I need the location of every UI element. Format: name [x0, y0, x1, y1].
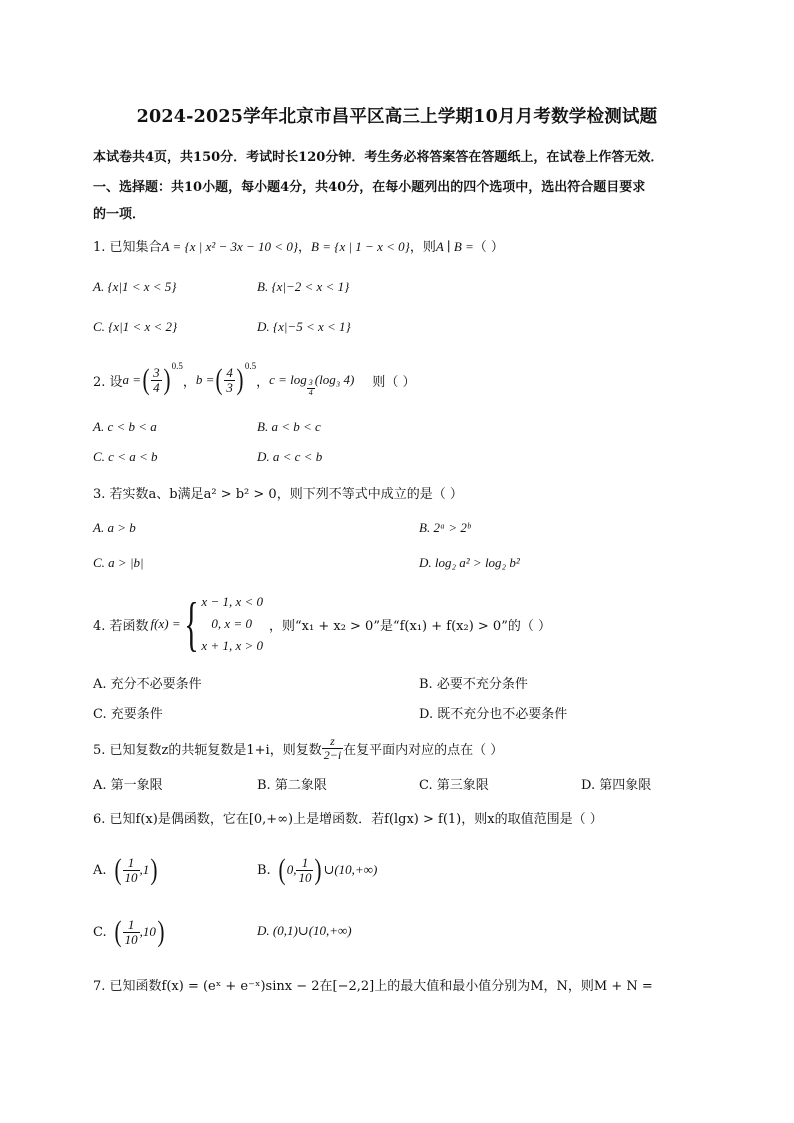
question-2-option-b[interactable]: B. a < b < c — [257, 419, 321, 434]
question-6-option-c-den: 10 — [124, 931, 138, 947]
question-5-option-a[interactable]: A. 第一象限 — [93, 778, 163, 793]
question-5-option-c[interactable]: C. 第三象限 — [419, 778, 489, 793]
question-2-stem: 2. 设 a = ( $\frac{3}{4}$ ) 0.5 ， b = ( $\frac{4}{3}$ ) 0.5 ， c = log $\frac{3}{4}$ (log₃ 4) 则（ ） — [93, 361, 416, 397]
question-3-option-d[interactable]: D. log₂ a² > log₂ b² — [419, 555, 520, 570]
question-6-stem: 6. 已知f(x)是偶函数，它在[0,+∞)上是增函数．若f(lgx) > f(1)，则x的取值范围是（ ） — [93, 812, 603, 827]
question-6-option-c[interactable]: C. ( $\frac{1}{10}$ ,10 ) — [93, 915, 165, 948]
question-3-stem: 3. 若实数a、b满足a² > b² > 0，则下列不等式中成立的是（ ） — [93, 487, 463, 502]
question-6-option-d[interactable]: D. (0,1)∪(10,+∞) — [257, 923, 352, 938]
question-5-stem: 5. 已知复数z的共轭复数是1+i，则复数 $\frac{z}{2-i}$ 在复平面内对应的点在（ ） — [93, 733, 504, 762]
question-4-stem: 4. 若函数 f(x) = { x − 1, x < 0 0, x = 0 x + 1, x > 0 ，则“x₁ + x₂ > 0”是“f(x₁) + f(x₂) > 0”的（ ） — [93, 591, 551, 657]
question-3-option-c[interactable]: C. a > |b| — [93, 555, 144, 570]
question-1-option-a[interactable]: A. {x|1 < x < 5} — [93, 279, 177, 294]
question-3-option-b[interactable]: B. 2ᵃ > 2ᵇ — [419, 520, 471, 535]
question-1-option-c[interactable]: C. {x|1 < x < 2} — [93, 319, 178, 334]
question-4-option-c[interactable]: C. 充要条件 — [93, 707, 163, 722]
question-1-stem: 1. 已知集合A = {x | x² − 3x − 10 < 0}，B = {x | 1 − x < 0}，则A ∣ B =（ ） — [93, 239, 504, 255]
question-3-option-a[interactable]: A. a > b — [93, 520, 136, 535]
question-4-option-d[interactable]: D. 既不充分也不必要条件 — [419, 707, 568, 722]
section-heading-cont: 的一项． — [93, 207, 146, 222]
question-7-stem: 7. 已知函数f(x) = (eˣ + e⁻ˣ)sinx − 2在[−2,2]上的最大值和最小值分别为M，N，则M + N = — [93, 979, 653, 994]
question-6-option-b-den: 10 — [298, 869, 312, 885]
question-2-option-a[interactable]: A. c < b < a — [93, 419, 157, 434]
question-4-option-b[interactable]: B. 必要不充分条件 — [419, 677, 528, 692]
section-heading: 一、选择题：共10小题，每小题4分，共40分，在每小题列出的四个选项中，选出符合题目要求 — [93, 180, 646, 195]
question-6-option-a[interactable]: A. ( $\frac{1}{10}$ ,1 ) — [93, 853, 158, 886]
question-6-option-b-num: 1 — [296, 856, 313, 871]
question-5-option-b[interactable]: B. 第二象限 — [257, 778, 327, 793]
question-5-option-d[interactable]: D. 第四象限 — [581, 778, 652, 793]
page-title: 2024-2025学年北京市昌平区高三上学期10月月考数学检测试题 — [136, 107, 658, 127]
question-2-option-d[interactable]: D. a < c < b — [257, 449, 323, 464]
question-2-option-c[interactable]: C. c < a < b — [93, 449, 158, 464]
question-6-option-b[interactable]: B. ( 0, $\frac{1}{10}$ ) ∪(10,+∞) — [257, 853, 378, 886]
question-1-option-b[interactable]: B. {x|−2 < x < 1} — [257, 279, 350, 294]
exam-intro: 本试卷共4页，共150分．考试时长120分钟．考生务必将答案答在答题纸上，在试卷上作答无效． — [93, 150, 664, 165]
question-1-option-d[interactable]: D. {x|−5 < x < 1} — [257, 319, 351, 334]
question-4-option-a[interactable]: A. 充分不必要条件 — [93, 677, 202, 692]
question-2-sep-b: ， — [256, 374, 270, 390]
question-6-option-c-num: 1 — [123, 918, 140, 933]
question-2-exp-b: 0.5 — [244, 361, 257, 371]
